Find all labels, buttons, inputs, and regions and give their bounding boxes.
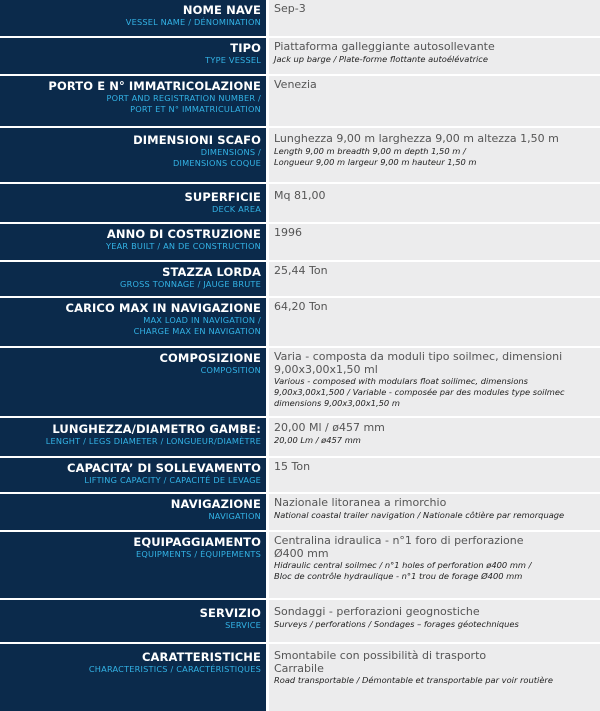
row-translation: Hidraulic central soilmec / n°1 holes of perforation ø400 mm /	[274, 560, 532, 570]
row-sublabel: GROSS TONNAGE / JAUGE BRUTE	[120, 279, 261, 289]
row-label-cell	[0, 184, 266, 222]
column-divider	[266, 600, 269, 642]
row-label-cell	[0, 224, 266, 260]
row-value: Venezia	[274, 78, 317, 91]
row-sublabel: EQUIPMENTS / ÉQUIPEMENTS	[136, 549, 261, 559]
spec-row-port	[0, 76, 600, 126]
row-value-continued: 9,00x3,00x1,50 ml	[274, 362, 378, 376]
column-divider	[266, 458, 269, 492]
column-divider	[266, 184, 269, 222]
row-label: ANNO DI COSTRUZIONE	[106, 227, 261, 241]
row-label-cell	[0, 298, 266, 346]
row-value-cell	[266, 644, 600, 711]
spec-row-composition	[0, 348, 600, 416]
row-translation: 20,00 Lm / ø457 mm	[274, 434, 361, 445]
row-value-cell	[266, 128, 600, 182]
spec-row-max-load	[0, 298, 600, 346]
row-label-cell	[0, 600, 266, 642]
row-translation: Various - composed with modulars float soilimec, dimensions	[274, 376, 528, 386]
row-sublabel: PORT ET N° IMMATRICULATION	[130, 104, 261, 114]
column-divider	[266, 494, 269, 530]
spec-row-year-built	[0, 224, 600, 260]
column-divider	[266, 644, 269, 711]
row-value-cell	[266, 418, 600, 456]
row-sublabel: VESSEL NAME / DÉNOMINATION	[125, 17, 261, 27]
row-label-cell	[0, 494, 266, 530]
row-value-cell	[266, 224, 600, 260]
row-sublabel: CHARACTERISTICS / CARACTÉRISTIQUES	[88, 664, 261, 674]
row-translation: dimensions 9,00x3,00x1,50 m	[274, 398, 400, 408]
row-label: NAVIGAZIONE	[170, 497, 261, 511]
row-label-cell	[0, 0, 266, 36]
row-sublabel: TYPE VESSEL	[205, 55, 261, 65]
row-value: 1996	[274, 226, 302, 239]
row-value-cell	[266, 184, 600, 222]
row-label: DIMENSIONI SCAFO	[133, 133, 261, 147]
row-label-cell	[0, 418, 266, 456]
row-value-cell	[266, 0, 600, 36]
row-sublabel: MAX LOAD IN NAVIGATION /	[143, 315, 261, 325]
row-label: SUPERFICIE	[184, 190, 261, 204]
row-translation: Road transportable / Démontable et transportable par voir routière	[274, 675, 553, 685]
row-label: STAZZA LORDA	[162, 265, 261, 279]
row-value-cell	[266, 262, 600, 296]
row-translation: Length 9,00 m breadth 9,00 m depth 1,50 m /	[274, 145, 466, 156]
row-value: 64,20 Ton	[274, 300, 328, 313]
row-sublabel: COMPOSITION	[200, 365, 261, 375]
row-value: Sep-3	[274, 2, 306, 15]
row-label-cell	[0, 348, 266, 416]
spec-row-deck-area	[0, 184, 600, 222]
row-value-continued: Ø400 mm	[274, 546, 329, 560]
row-label: NOME NAVE	[182, 3, 261, 17]
column-divider	[266, 298, 269, 346]
row-value-cell	[266, 348, 600, 416]
row-translation: Longueur 9,00 m largeur 9,00 m hauteur 1,50 m	[274, 156, 477, 167]
row-label-cell	[0, 38, 266, 74]
column-divider	[266, 348, 269, 416]
row-value: Centralina idraulica - n°1 foro di perforazione	[274, 534, 524, 547]
row-sublabel: DIMENSIONS COQUE	[172, 158, 261, 168]
row-sublabel: DIMENSIONS /	[200, 147, 261, 157]
row-label: LUNGHEZZA/DIAMETRO GAMBE:	[52, 422, 261, 436]
row-value: Smontabile con possibilità di trasporto	[274, 649, 487, 662]
spec-row-hull-dimensions	[0, 128, 600, 182]
row-sublabel: CHARGE MAX EN NAVIGATION	[133, 326, 261, 336]
row-sublabel: PORT AND REGISTRATION NUMBER /	[106, 93, 261, 103]
row-sublabel: NAVIGATION	[208, 511, 261, 521]
row-label-cell	[0, 532, 266, 598]
row-label-cell	[0, 76, 266, 126]
spec-row-characteristics	[0, 644, 600, 711]
spec-row-navigation	[0, 494, 600, 530]
row-translation: Surveys / perforations / Sondages – forages géotechniques	[274, 618, 519, 629]
row-value: 15 Ton	[274, 460, 311, 473]
row-value: Varia - composta da moduli tipo soilmec, dimensioni	[274, 350, 563, 363]
row-sublabel: DECK AREA	[211, 204, 261, 214]
row-value-cell	[266, 458, 600, 492]
row-value-cell	[266, 298, 600, 346]
row-label: PORTO E N° IMMATRICOLAZIONE	[48, 79, 261, 93]
row-translation: Bloc de contrôle hydraulique - n°1 trou de forage Ø400 mm	[274, 571, 523, 581]
row-translation: 9,00x3,00x1,500 / Variable - composée par des modules type soilmec	[274, 387, 565, 397]
row-value: Mq 81,00	[274, 189, 326, 202]
row-value: 25,44 Ton	[274, 264, 328, 277]
row-sublabel: SERVICE	[225, 620, 261, 630]
row-label-cell	[0, 128, 266, 182]
spec-row-equipment	[0, 532, 600, 598]
row-label: COMPOSIZIONE	[159, 351, 261, 365]
row-value: 20,00 Ml / ø457 mm	[274, 421, 385, 434]
row-value: Sondaggi - perforazioni geognostiche	[274, 605, 480, 618]
spec-row-gross-tonnage	[0, 262, 600, 296]
row-label-cell	[0, 262, 266, 296]
spec-row-leg-dimensions	[0, 418, 600, 456]
row-value-cell	[266, 532, 600, 598]
spec-row-service	[0, 600, 600, 642]
column-divider	[266, 38, 269, 74]
row-label: EQUIPAGGIAMENTO	[133, 535, 261, 549]
spec-row-vessel-name	[0, 0, 600, 36]
column-divider	[266, 262, 269, 296]
row-label-cell	[0, 644, 266, 711]
row-value-cell	[266, 600, 600, 642]
row-label: TIPO	[230, 41, 261, 55]
column-divider	[266, 128, 269, 182]
row-value-cell	[266, 494, 600, 530]
row-label-cell	[0, 458, 266, 492]
column-divider	[266, 0, 269, 36]
row-label: CARICO MAX IN NAVIGAZIONE	[65, 301, 261, 315]
row-sublabel: YEAR BUILT / AN DE CONSTRUCTION	[106, 241, 261, 251]
column-divider	[266, 76, 269, 126]
row-sublabel: LENGHT / LEGS DIAMETER / LONGUEUR/DIAMÈTRE	[45, 436, 261, 446]
row-translation: National coastal trailer navigation / Nationale côtière par remorquage	[274, 509, 565, 520]
row-sublabel: LIFTING CAPACITY / CAPACITÉ DE LEVAGE	[84, 475, 261, 485]
spec-row-type	[0, 38, 600, 74]
row-value: Piattaforma galleggiante autosollevante	[274, 40, 495, 53]
row-value-cell	[266, 38, 600, 74]
row-value-continued: Carrabile	[274, 661, 324, 675]
row-label: CAPACITA’ DI SOLLEVAMENTO	[67, 461, 261, 475]
row-translation: Jack up barge / Plate-forme flottante autoélévatrice	[274, 53, 488, 64]
row-value: Nazionale litoranea a rimorchio	[274, 496, 447, 509]
spec-row-lifting-capacity	[0, 458, 600, 492]
column-divider	[266, 224, 269, 260]
row-value-cell	[266, 76, 600, 126]
row-value: Lunghezza 9,00 m larghezza 9,00 m altezza 1,50 m	[274, 132, 559, 145]
column-divider	[266, 532, 269, 598]
row-label: CARATTERISTICHE	[142, 650, 261, 664]
column-divider	[266, 418, 269, 456]
row-label: SERVIZIO	[199, 606, 261, 620]
